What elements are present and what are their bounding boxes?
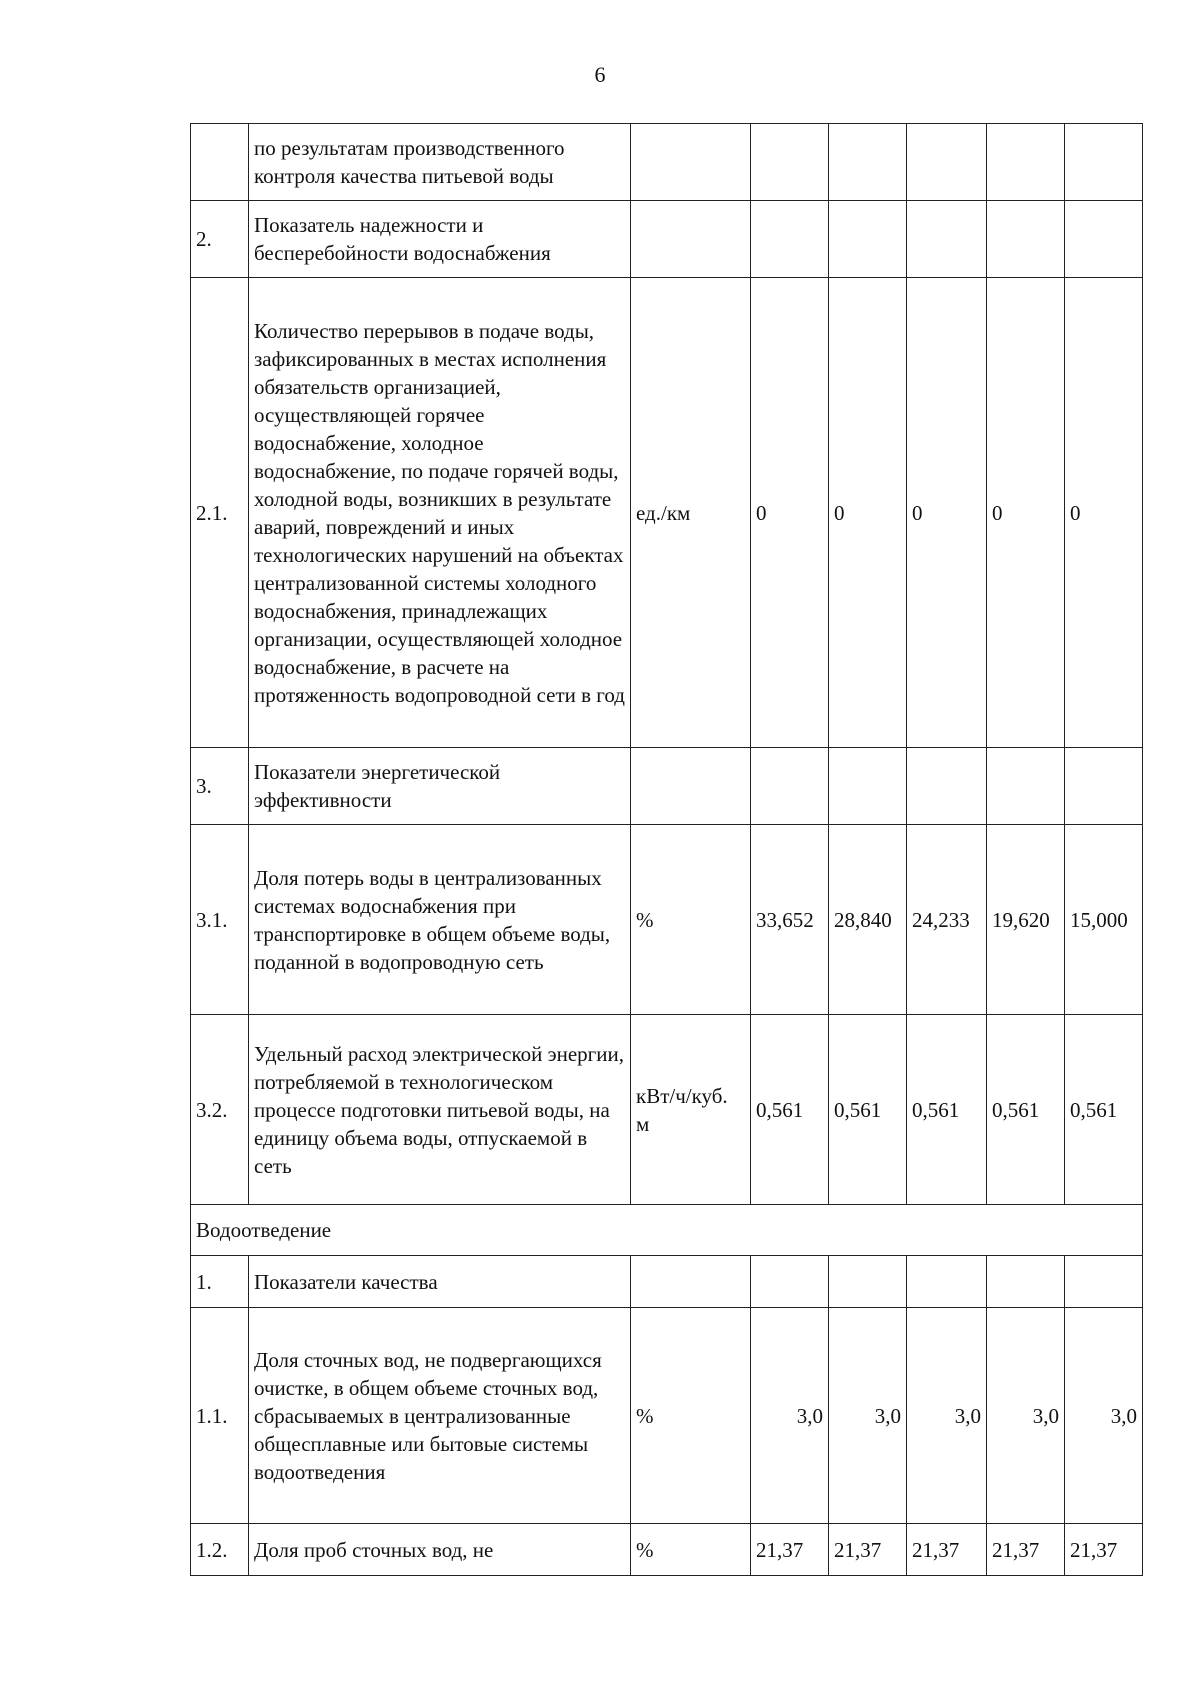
row-value [907,1256,987,1308]
table-row [191,825,1143,1015]
row-description: Показатели качества [249,1256,631,1308]
row-value: 0,561 [987,1015,1065,1205]
row-value: 0,561 [751,1015,829,1205]
row-unit: ед./км [631,278,751,748]
row-description: Удельный расход электрической энергии, потребляемой в технологическом процессе подготовки питьевой воды, на единицу объема воды, отпускаемой в сеть [249,1015,631,1205]
row-description: Показатели энергетической эффективности [249,748,631,825]
row-value: 0 [829,278,907,748]
row-value [987,1256,1065,1308]
row-value: 3,0 [1065,1308,1143,1524]
indicators-table [190,123,1143,1576]
row-number: 3. [191,748,249,825]
row-value: 24,233 [907,825,987,1015]
row-value: 21,37 [907,1524,987,1576]
row-value [829,748,907,825]
row-value: 21,37 [829,1524,907,1576]
row-value: 28,840 [829,825,907,1015]
row-value [987,124,1065,201]
row-value [907,748,987,825]
row-value: 3,0 [987,1308,1065,1524]
table-row [191,1015,1143,1205]
row-value: 3,0 [829,1308,907,1524]
row-description: Доля проб сточных вод, не [249,1524,631,1576]
table-row [191,1256,1143,1308]
row-value [1065,201,1143,278]
row-number: 2.1. [191,278,249,748]
row-value: 19,620 [987,825,1065,1015]
table-row [191,748,1143,825]
row-number: 1.2. [191,1524,249,1576]
row-value: 3,0 [907,1308,987,1524]
row-number: 2. [191,201,249,278]
row-value: 15,000 [1065,825,1143,1015]
row-value: 0,561 [1065,1015,1143,1205]
row-number: 3.1. [191,825,249,1015]
row-description: Количество перерывов в подаче воды, зафиксированных в местах исполнения обязательств организацией, осуществляющей горячее водоснабжение, холодное водоснабжение, по подаче горячей воды, холодной воды, возникших в результате аварий, повреждений и иных технологических нарушений на объектах централизованной системы холодного водоснабжения, принадлежащих организации, осуществляющей холодное водоснабжение, в расчете на протяженность водопроводной сети в год [249,278,631,748]
row-description: Доля сточных вод, не подвергающихся очистке, в общем объеме сточных вод, сбрасываемых в централизованные общесплавные или бытовые системы водоотведения [249,1308,631,1524]
row-value [829,1256,907,1308]
row-value [987,201,1065,278]
row-value: 0 [987,278,1065,748]
row-unit [631,201,751,278]
row-value: 0 [1065,278,1143,748]
row-description: Доля потерь воды в централизованных системах водоснабжения при транспортировке в общем объеме воды, поданной в водопроводную сеть [249,825,631,1015]
section-row [191,1205,1143,1256]
row-number: 3.2. [191,1015,249,1205]
row-value: 21,37 [1065,1524,1143,1576]
row-value [751,201,829,278]
row-value [829,124,907,201]
row-description: Показатель надежности и бесперебойности водоснабжения [249,201,631,278]
section-title: Водоотведение [191,1205,1143,1256]
row-number: 1. [191,1256,249,1308]
row-number: 1.1. [191,1308,249,1524]
row-unit [631,124,751,201]
row-value [907,124,987,201]
table-row [191,1524,1143,1576]
table-row [191,278,1143,748]
table-row [191,201,1143,278]
row-unit [631,748,751,825]
row-value [1065,124,1143,201]
row-unit [631,1256,751,1308]
row-value: 21,37 [751,1524,829,1576]
page-number: 6 [594,62,606,87]
table-row [191,1308,1143,1524]
row-value: 0,561 [907,1015,987,1205]
row-value [751,124,829,201]
row-value: 21,37 [987,1524,1065,1576]
row-value [1065,1256,1143,1308]
row-value: 0 [907,278,987,748]
row-value: 3,0 [751,1308,829,1524]
row-number [191,124,249,201]
row-value [1065,748,1143,825]
row-value [987,748,1065,825]
row-value: 33,652 [751,825,829,1015]
table-row [191,124,1143,201]
row-description: по результатам производственного контроля качества питьевой воды [249,124,631,201]
row-value: 0 [751,278,829,748]
row-value [751,1256,829,1308]
row-unit: % [631,1524,751,1576]
row-value [751,748,829,825]
row-value [829,201,907,278]
row-unit: % [631,1308,751,1524]
row-value [907,201,987,278]
row-unit: кВт/ч/куб. м [631,1015,751,1205]
row-unit: % [631,825,751,1015]
row-value: 0,561 [829,1015,907,1205]
